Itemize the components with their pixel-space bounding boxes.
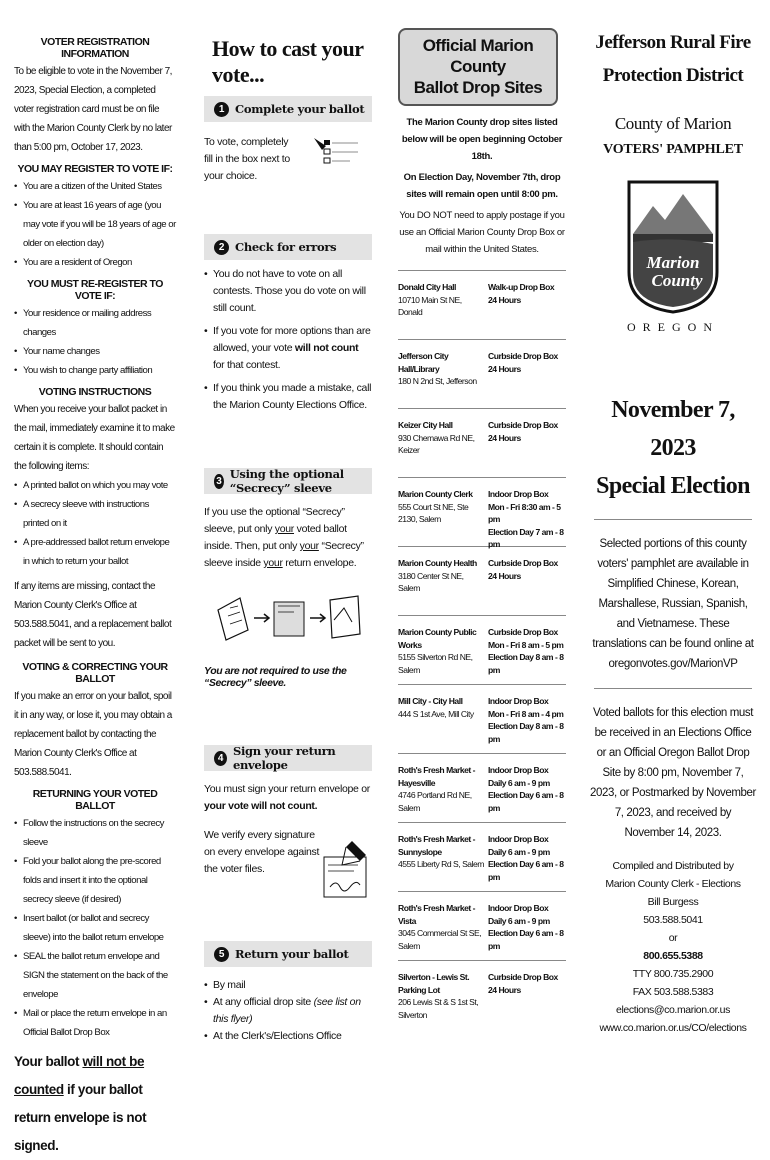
site-type: Indoor Drop Box <box>488 765 549 775</box>
list-item: • By mail <box>204 977 372 994</box>
may-register-list <box>14 177 176 272</box>
deadline-note: Voted ballots for this election must be received in an Elections Office or an Official Oregon Ballot Drop Site by 8:00 pm, November 7, 2023, or Postmarked by November 7, 2023, and received by November 14, 2023. <box>590 707 756 839</box>
site-hours-line: 24 Hours <box>488 363 521 374</box>
election-date-title: November 7, 2023 Special Election <box>596 397 750 499</box>
drop-sites-title: Official Marion County Ballot Drop Sites <box>398 28 558 106</box>
site-address: 555 Court St NE, Ste 2130, Salem <box>398 501 469 524</box>
list-item: • Your residence or mailing address changes <box>14 304 176 342</box>
site-location <box>398 764 486 822</box>
how-to-vote-column <box>204 36 372 1060</box>
site-location <box>398 902 486 960</box>
voting-instructions-heading: VOTING INSTRUCTIONS <box>38 386 152 398</box>
site-hours-line: Election Day 8 am - 8 pm <box>488 721 564 744</box>
site-name: Marion County Health <box>398 558 477 568</box>
site-name: Marion County Public Works <box>398 627 477 650</box>
open-date-text: The Marion County drop sites listed below will be open beginning October 18th. <box>401 117 563 162</box>
step-1-text: To vote, completely fill in the box next to your choice. <box>204 136 290 182</box>
list-item: • At the Clerk's/Elections Office <box>204 1028 372 1045</box>
site-location <box>398 419 486 477</box>
table-row <box>398 546 566 615</box>
table-row <box>398 339 566 408</box>
website-link[interactable]: www.co.marion.or.us/CO/elections <box>599 1022 747 1034</box>
step-5-list <box>204 977 372 1045</box>
election-day-text: On Election Day, November 7th, drop sites will remain open until 8:00 pm. <box>403 172 561 200</box>
list-item: • At any official drop site (see list on this flyer) <box>204 994 372 1028</box>
site-hours-line: Election Day 6 am - 8 pm <box>488 928 564 951</box>
drop-sites-column <box>398 28 566 1052</box>
site-hours <box>486 902 566 960</box>
list-item: • You do not have to vote on all contests. Those you do vote on will still count. <box>204 266 372 317</box>
signature-warning: Your ballot will not be counted if your ballot return envelope is not signed. <box>14 1054 147 1153</box>
district-title: Jefferson Rural Fire Protection District <box>595 32 751 86</box>
email-link[interactable]: elections@co.marion.or.us <box>616 1004 730 1016</box>
site-hours <box>486 281 566 339</box>
site-name: Roth's Fresh Market - Vista <box>398 903 476 926</box>
table-row <box>398 477 566 549</box>
site-type: Walk-up Drop Box <box>488 282 555 292</box>
list-item: • If you think you made a mistake, call the Marion County Elections Office. <box>204 380 372 414</box>
ballot-contents-list <box>14 476 176 571</box>
site-address: 3045 Commercial St SE, Salem <box>398 928 482 951</box>
returning-list <box>14 814 176 1042</box>
secrecy-note: You are not required to use the “Secrecy” sleeve. <box>204 665 347 689</box>
site-address: 3180 Center St NE, Salem <box>398 570 464 593</box>
list-item: • SEAL the ballot return envelope and SIGN the statement on the back of the envelope <box>14 947 176 1004</box>
site-hours-line: Daily 6 am - 9 pm <box>488 846 550 857</box>
postage-text: You DO NOT need to apply postage if you use an Official Marion County Drop Box or mail within the United States. <box>399 210 565 255</box>
site-location <box>398 557 486 615</box>
table-row <box>398 753 566 822</box>
table-row <box>398 408 566 477</box>
list-item: • Insert ballot (or ballot and secrecy sleeve) into the ballot return envelope <box>14 909 176 947</box>
site-hours-line: Mon - Fri 8:30 am - 5 pm <box>488 501 561 524</box>
site-location <box>398 626 486 684</box>
site-type: Curbside Drop Box <box>488 420 558 430</box>
site-type: Indoor Drop Box <box>488 834 549 844</box>
site-hours-line: 24 Hours <box>488 984 521 995</box>
site-name: Marion County Clerk <box>398 489 473 499</box>
site-hours-line: 24 Hours <box>488 570 521 581</box>
list-item: • Your name changes <box>14 342 176 361</box>
translations-note: Selected portions of this county voters' pamphlet are available in Simplified Chinese, Korean, Marshallese, Russian, Spanish, and Vietnamese. These translations can be found online at oregonvotes.gov/MarionVP <box>592 538 754 670</box>
marion-county-logo <box>623 176 723 316</box>
county-name: County of Marion <box>614 114 732 133</box>
site-hours <box>486 419 566 477</box>
may-register-heading: YOU MAY REGISTER TO VOTE IF: <box>17 163 173 175</box>
list-item: • Fold your ballot along the pre-scored folds and insert it into the optional secrecy sleeve (if desired) <box>14 852 176 909</box>
site-name: Keizer City Hall <box>398 420 453 430</box>
contact-block: Compiled and Distributed by Marion County Clerk - Elections Bill Burgess 503.588.5041 or 800.655.5388 TTY 800.735.2900 FAX 503.588.5383 elections@co.marion.or.us www.co.marion.or.us/CO/elections <box>590 857 756 1037</box>
voting-instructions-text: When you receive your ballot packet in the mail, immediately examine it to make certain it is complete. It should contain the following items: <box>14 404 175 472</box>
table-row <box>398 822 566 891</box>
state-name: OREGON <box>627 320 719 334</box>
reregister-list <box>14 304 176 380</box>
svg-text:Marion: Marion <box>646 253 700 272</box>
drop-sites-list <box>398 270 566 1029</box>
step-4-verify-text: We verify every signature on every envelope against the voter files. <box>204 829 320 875</box>
list-item: • If you vote for more options than are allowed, your vote will not count for that contest. <box>204 323 372 374</box>
site-address: 4746 Portland Rd NE, Salem <box>398 790 472 813</box>
list-item: • A secrecy sleeve with instructions printed on it <box>14 495 176 533</box>
site-hours-line: Election Day 6 am - 8 pm <box>488 859 564 882</box>
how-to-vote-title: How to cast your vote... <box>212 36 364 87</box>
site-hours <box>486 764 566 822</box>
site-type: Indoor Drop Box <box>488 903 549 913</box>
site-name: Roth's Fresh Market - Sunnyslope <box>398 834 476 857</box>
registration-text: To be eligible to vote in the November 7, 2023, Special Election, a completed voter registration card must be on file with the Marion County Clerk by no later than 5:00 pm, October 17, 2023. <box>14 66 172 153</box>
site-address: 180 N 2nd St, Jefferson <box>398 376 477 386</box>
site-hours <box>486 488 566 549</box>
site-location <box>398 281 486 339</box>
list-item: • You are at least 16 years of age (you may vote if you will be 18 years of age or older on election day) <box>14 196 176 253</box>
site-address: 10710 Main St NE, Donald <box>398 294 462 317</box>
list-item: • Mail or place the return envelope in an Official Ballot Drop Box <box>14 1004 176 1042</box>
step-4-header: 4 Sign your return envelope <box>204 745 372 771</box>
site-name: Mill City - City Hall <box>398 696 463 706</box>
signing-envelope-icon <box>322 837 370 909</box>
site-hours-line: Daily 6 am - 9 pm <box>488 777 550 788</box>
returning-heading: RETURNING YOUR VOTED BALLOT <box>32 788 158 812</box>
site-type: Indoor Drop Box <box>488 696 549 706</box>
site-location <box>398 350 486 408</box>
site-hours-line: Election Day 8 am - 8 pm <box>488 652 564 675</box>
table-row <box>398 891 566 960</box>
site-hours-line: Mon - Fri 8 am - 4 pm <box>488 708 564 719</box>
ballot-example-icon <box>310 136 370 176</box>
site-hours <box>486 557 566 615</box>
voter-info-column <box>14 36 176 1153</box>
step-2-list <box>204 266 372 414</box>
site-hours <box>486 971 566 1029</box>
svg-text:County: County <box>651 271 703 290</box>
step-3-header: 3 Using the optional “Secrecy” sleeve <box>204 468 372 494</box>
site-location <box>398 695 486 753</box>
table-row <box>398 270 566 339</box>
list-item: • You are a citizen of the United States <box>14 177 176 196</box>
list-item: • You wish to change party affiliation <box>14 361 176 380</box>
site-name: Donald City Hall <box>398 282 456 292</box>
site-location <box>398 971 486 1029</box>
missing-items-text: If any items are missing, contact the Marion County Clerk's Office at 503.588.5041, and a replacement ballot packet will be sent to you. <box>14 581 172 649</box>
step-3-text: If you use the optional “Secrecy” sleeve, put only your voted ballot inside. Then, put only your “Secrecy” sleeve inside your return envelope. <box>204 506 364 569</box>
site-hours <box>486 695 566 753</box>
list-item: • You are a resident of Oregon <box>14 253 176 272</box>
registration-heading: VOTER REGISTRATION INFORMATION <box>40 36 150 60</box>
site-hours-line: Daily 6 am - 9 pm <box>488 915 550 926</box>
site-address: 444 S 1st Ave, Mill City <box>398 708 474 719</box>
site-hours-line: Mon - Fri 8 am - 5 pm <box>488 639 564 650</box>
reregister-heading: YOU MUST RE-REGISTER TO VOTE IF: <box>27 278 163 302</box>
site-name: Roth's Fresh Market - Hayesville <box>398 765 476 788</box>
site-address: 4555 Liberty Rd S, Salem <box>398 859 484 869</box>
site-type: Curbside Drop Box <box>488 972 558 982</box>
step-2-header: 2 Check for errors <box>204 234 372 260</box>
step-1-header: 1 Complete your ballot <box>204 96 372 122</box>
site-hours <box>486 833 566 891</box>
site-hours <box>486 626 566 684</box>
table-row <box>398 615 566 684</box>
site-address: 5155 Silverton Rd NE, Salem <box>398 652 473 675</box>
site-address: 930 Chemawa Rd NE, Keizer <box>398 432 475 455</box>
table-row <box>398 960 566 1029</box>
list-item: • Follow the instructions on the secrecy sleeve <box>14 814 176 852</box>
site-hours-line: Election Day 6 am - 8 pm <box>488 790 564 813</box>
divider <box>594 688 752 689</box>
site-type: Curbside Drop Box <box>488 351 558 361</box>
list-item: • A printed ballot on which you may vote <box>14 476 176 495</box>
site-address: 206 Lewis St & S 1st St, Silverton <box>398 997 479 1020</box>
table-row <box>398 684 566 753</box>
site-location <box>398 833 486 891</box>
site-location <box>398 488 486 546</box>
site-hours-line: 24 Hours <box>488 432 521 443</box>
site-type: Indoor Drop Box <box>488 489 549 499</box>
step-4-text: You must sign your return envelope or your vote will not count. <box>204 783 370 812</box>
site-hours <box>486 350 566 408</box>
step-5-header: 5 Return your ballot <box>204 941 372 967</box>
site-name: Silverton - Lewis St. Parking Lot <box>398 972 470 995</box>
cover-column <box>590 26 756 1050</box>
site-type: Curbside Drop Box <box>488 627 558 637</box>
secrecy-sleeve-illustration <box>214 590 364 646</box>
pamphlet-title: VOTERS' PAMPHLET <box>603 142 743 157</box>
list-item: • A pre-addressed ballot return envelope in which to return your ballot <box>14 533 176 571</box>
site-hours-line: 24 Hours <box>488 294 521 305</box>
site-type: Curbside Drop Box <box>488 558 558 568</box>
correcting-text: If you make an error on your ballot, spoil it in any way, or lose it, you may obtain a replacement ballot by contacting the Marion County Clerk's Office at 503.588.5041. <box>14 691 172 778</box>
site-name: Jefferson City Hall/Library <box>398 351 449 374</box>
divider <box>594 519 752 520</box>
correcting-heading: VOTING & CORRECTING YOUR BALLOT <box>22 661 168 685</box>
site-hours-line: Election Day 7 am - 8 pm <box>488 526 564 549</box>
